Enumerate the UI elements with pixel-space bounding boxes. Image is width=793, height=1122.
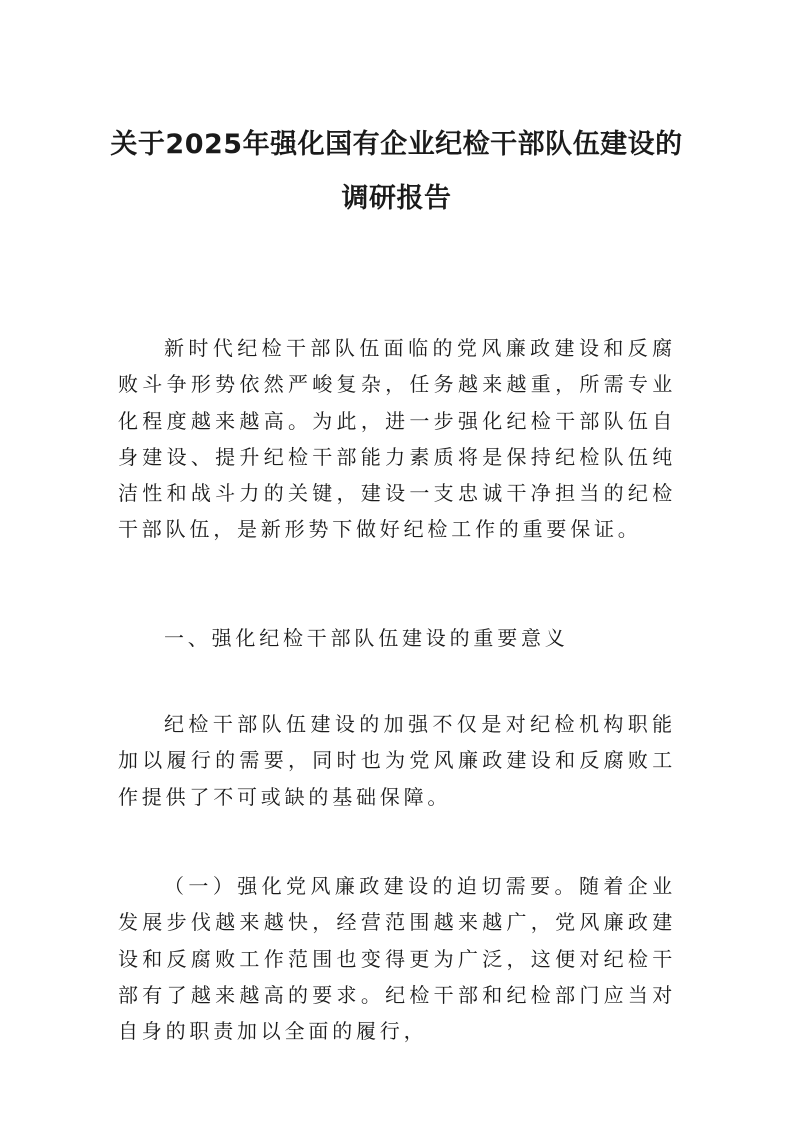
document-title: 关于2025年强化国有企业纪检干部队伍建设的调研报告 <box>110 129 683 214</box>
intro-paragraph: 新时代纪检干部队伍面临的党风廉政建设和反腐败斗争形势依然严峻复杂，任务越来越重，所需专业化程度越来越高。为此，进一步强化纪检干部队伍自身建设、提升纪检干部能力素质将是保持纪检队伍纯洁性和战斗力的关键，建设一支忠诚干净担当的纪检干部队伍，是新形势下做好纪检工作的重要保证。 <box>118 336 676 542</box>
subsection-paragraph: （一）强化党风廉政建设的迫切需要。随着企业发展步伐越来越快，经营范围越来越广，党风廉政建设和反腐败工作范围也变得更为广泛，这便对纪检干部有了越来越高的要求。纪检干部和纪检部门应当对自身的职责加以全面的履行， <box>118 874 676 1044</box>
section-heading: 一、强化纪检干部队伍建设的重要意义 <box>164 626 569 650</box>
section-paragraph: 纪检干部队伍建设的加强不仅是对纪检机构职能加以履行的需要，同时也为党风廉政建设和反腐败工作提供了不可或缺的基础保障。 <box>118 712 676 809</box>
